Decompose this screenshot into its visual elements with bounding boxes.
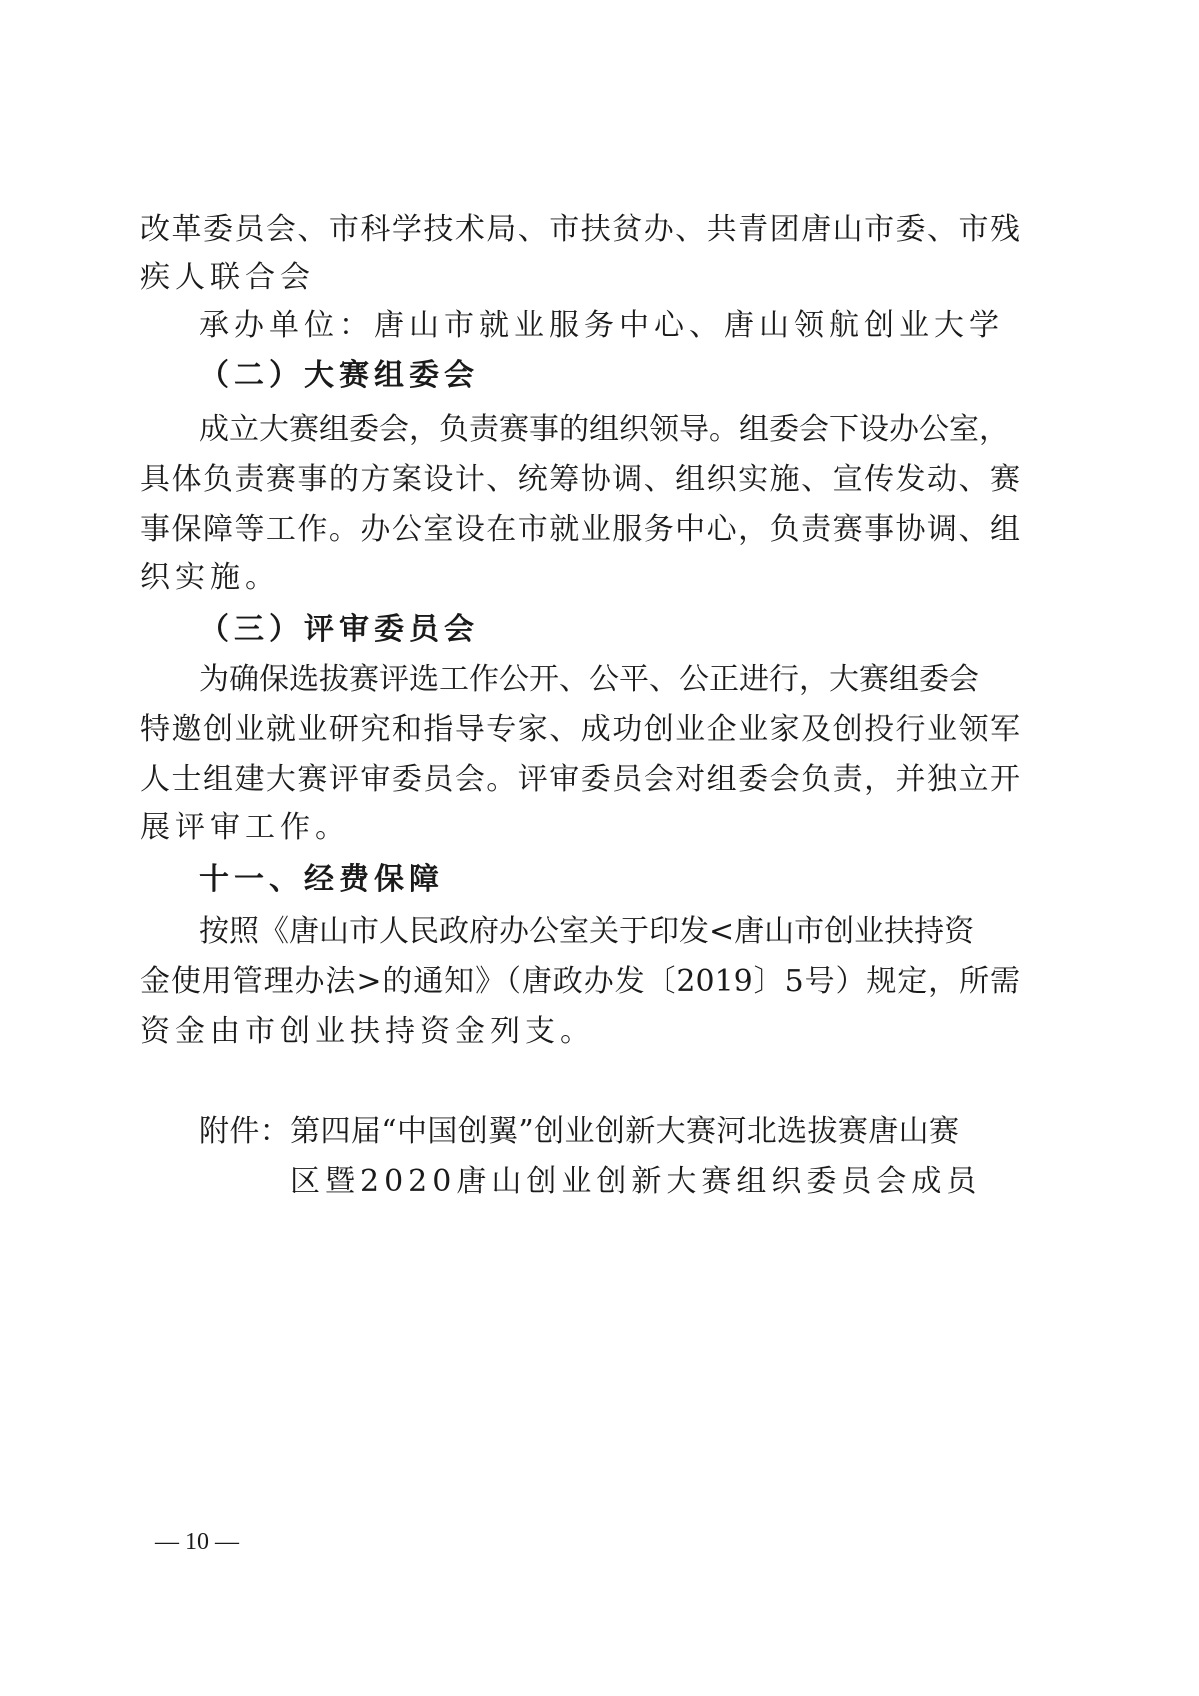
paragraph-line: 金使用管理办法>的通知》（唐政办发〔2019〕5号）规定，所需 [140,964,1020,999]
paragraph-line: 特邀创业就业研究和指导专家、成功创业企业家及创投行业领军 [140,712,1020,747]
paragraph-line: 织实施。 [140,560,280,595]
attachment-line: 区暨2020唐山创业创新大赛组织委员会成员 [290,1164,982,1199]
paragraph-line: 人士组建大赛评审委员会。评审委员会对组委会负责，并独立开 [140,762,1020,797]
attachment-line: 附件：第四届“中国创翼”创业创新大赛河北选拔赛唐山赛 [199,1114,959,1149]
section-heading: （二）大赛组委会 [199,358,479,393]
organizer-line: 承办单位：唐山市就业服务中心、唐山领航创业大学 [199,308,1004,343]
paragraph-line: 为确保选拔赛评选工作公开、公平、公正进行，大赛组委会 [199,662,979,697]
paragraph-line: 按照《唐山市人民政府办公室关于印发<唐山市创业扶持资 [199,914,975,949]
paragraph-line: 疾人联合会 [140,260,315,295]
paragraph-line: 具体负责赛事的方案设计、统筹协调、组织实施、宣传发动、赛 [140,462,1020,497]
paragraph-line: 事保障等工作。办公室设在市就业服务中心，负责赛事协调、组 [140,512,1020,547]
paragraph-line: 成立大赛组委会，负责赛事的组织领导。组委会下设办公室， [199,412,1009,447]
paragraph-line: 展评审工作。 [140,810,350,845]
paragraph-line: 改革委员会、市科学技术局、市扶贫办、共青团唐山市委、市残 [140,212,1020,247]
section-heading: 十一、经费保障 [199,862,444,897]
paragraph-line: 资金由市创业扶持资金列支。 [140,1014,595,1049]
section-heading: （三）评审委员会 [199,612,479,647]
page-number: — 10 — [155,1529,239,1555]
